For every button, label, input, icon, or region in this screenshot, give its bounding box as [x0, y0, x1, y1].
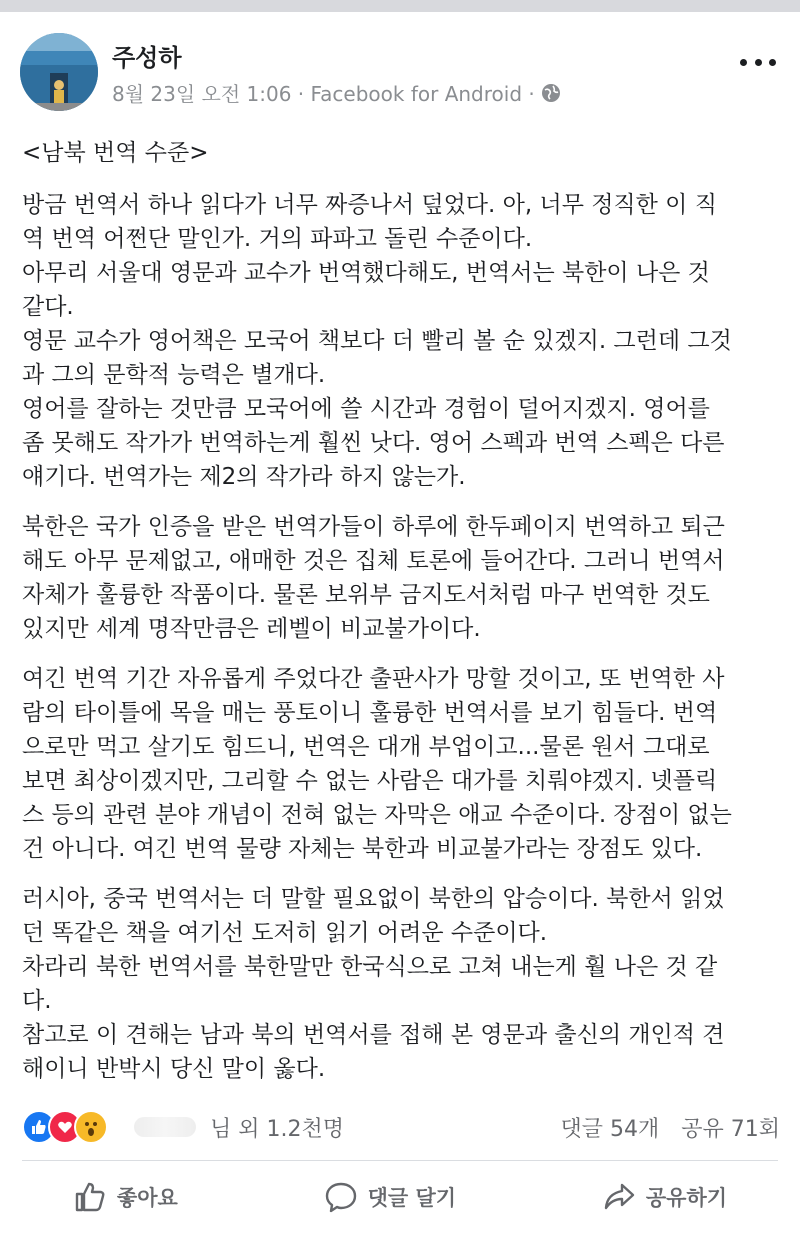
post-paragraph-3: 여긴 번역 기간 자유롭게 주었다간 출판사가 망할 것이고, 또 번역한 사 람의 타이틀에 목을 매는 풍토이니 훌륭한 번역서를 보기 힘들다. 번역 으로만 먹고 살기도 힘드니, 번역은 대개 부업이고...물론 원서 그대로 보면 최상이겠지만, 그리할 수 없는 사람은 대가를 치뤄야겠지. 넷플릭 스 등의 관련 분야 개념이 전혀 없는 자막은 애교 수준이다. 장점이 없는 건 아니다. 여긴 번역 물량 자체는 북한과 비교불가라는 장점도 있다. — [22, 666, 732, 862]
avatar-photo — [20, 33, 98, 111]
share-button-label: 공유하기 — [645, 1186, 728, 1210]
post-paragraph-1: 방금 번역서 하나 읽다가 너무 짜증나서 덮었다. 아, 너무 정직한 이 직 역 번역 어쩐단 말인가. 거의 파파고 돌린 수준이다. 아무리 서울대 영문과 교수가 번역했다해도, 번역서는 북한이 나은 것 같다. 영문 교수가 영어책은 모국어 책보다 더 빨리 볼 순 있겠지. 그런데 그것 과 그의 문학적 능력은 별개다. 영어를 잘하는 것만큼 모국어에 쓸 시간과 경험이 덜어지겠지. 영어를 좀 못해도 작가가 번역하는게 훨씬 낫다. 영어 스펙과 번역 스펙은 다른 얘기다. 번역가는 제2의 작가라 하지 않는가. — [22, 192, 732, 490]
post-meta-text[interactable]: 8월 23일 오전 1:06 · Facebook for Android · — [112, 82, 535, 106]
action-bar — [0, 1170, 800, 1224]
globe-icon — [541, 83, 561, 103]
author-name[interactable]: 주성하 — [112, 44, 182, 72]
reaction-summary[interactable] — [22, 1110, 344, 1144]
blurred-name — [134, 1117, 196, 1137]
comment-icon — [324, 1180, 358, 1214]
thumbs-up-icon — [73, 1180, 107, 1214]
divider — [22, 1160, 778, 1161]
post-meta — [112, 78, 561, 107]
post-paragraph-2: 북한은 국가 인증을 받은 번역가들이 하루에 한두페이지 번역하고 퇴근 해도 아무 문제없고, 애매한 것은 집체 토론에 들어간다. 그러니 번역서 자체가 훌륭한 작품이다. 물론 보위부 금지도서처럼 마구 번역한 것도 있지만 세계 명작만큼은 레벨이 비교불가이다. — [22, 514, 725, 642]
engagement-counts — [561, 1112, 781, 1143]
like-button-label: 좋아요 — [116, 1186, 178, 1210]
reaction-count-text[interactable]: 님 외 1.2천명 — [210, 1116, 344, 1142]
like-button[interactable] — [73, 1180, 178, 1214]
share-button[interactable] — [602, 1180, 727, 1214]
post-paragraph-4: 러시아, 중국 번역서는 더 말할 필요없이 북한의 압승이다. 북한서 읽었 던 똑같은 책을 여기선 도저히 읽기 어려운 수준이다. 차라리 북한 번역서를 북한말만 한국식으로 고쳐 내는게 훨 나은 것 같 다. 참고로 이 견해는 남과 북의 번역서를 접해 본 영문과 출신의 개인적 견 해이니 반박시 당신 말이 옳다. — [22, 886, 725, 1082]
comment-button[interactable] — [324, 1180, 456, 1214]
comment-button-label: 댓글 달기 — [367, 1186, 457, 1210]
post-subheading: <남북 번역 수준> — [22, 140, 209, 166]
post-body — [22, 136, 792, 1086]
share-count[interactable]: 공유 71회 — [681, 1117, 780, 1142]
wow-icon — [74, 1110, 108, 1144]
comment-count[interactable]: 댓글 54개 — [560, 1117, 660, 1142]
author-avatar[interactable] — [20, 33, 98, 111]
more-dots-icon[interactable] — [740, 52, 776, 72]
top-status-strip — [0, 0, 800, 12]
share-arrow-icon — [602, 1180, 636, 1214]
